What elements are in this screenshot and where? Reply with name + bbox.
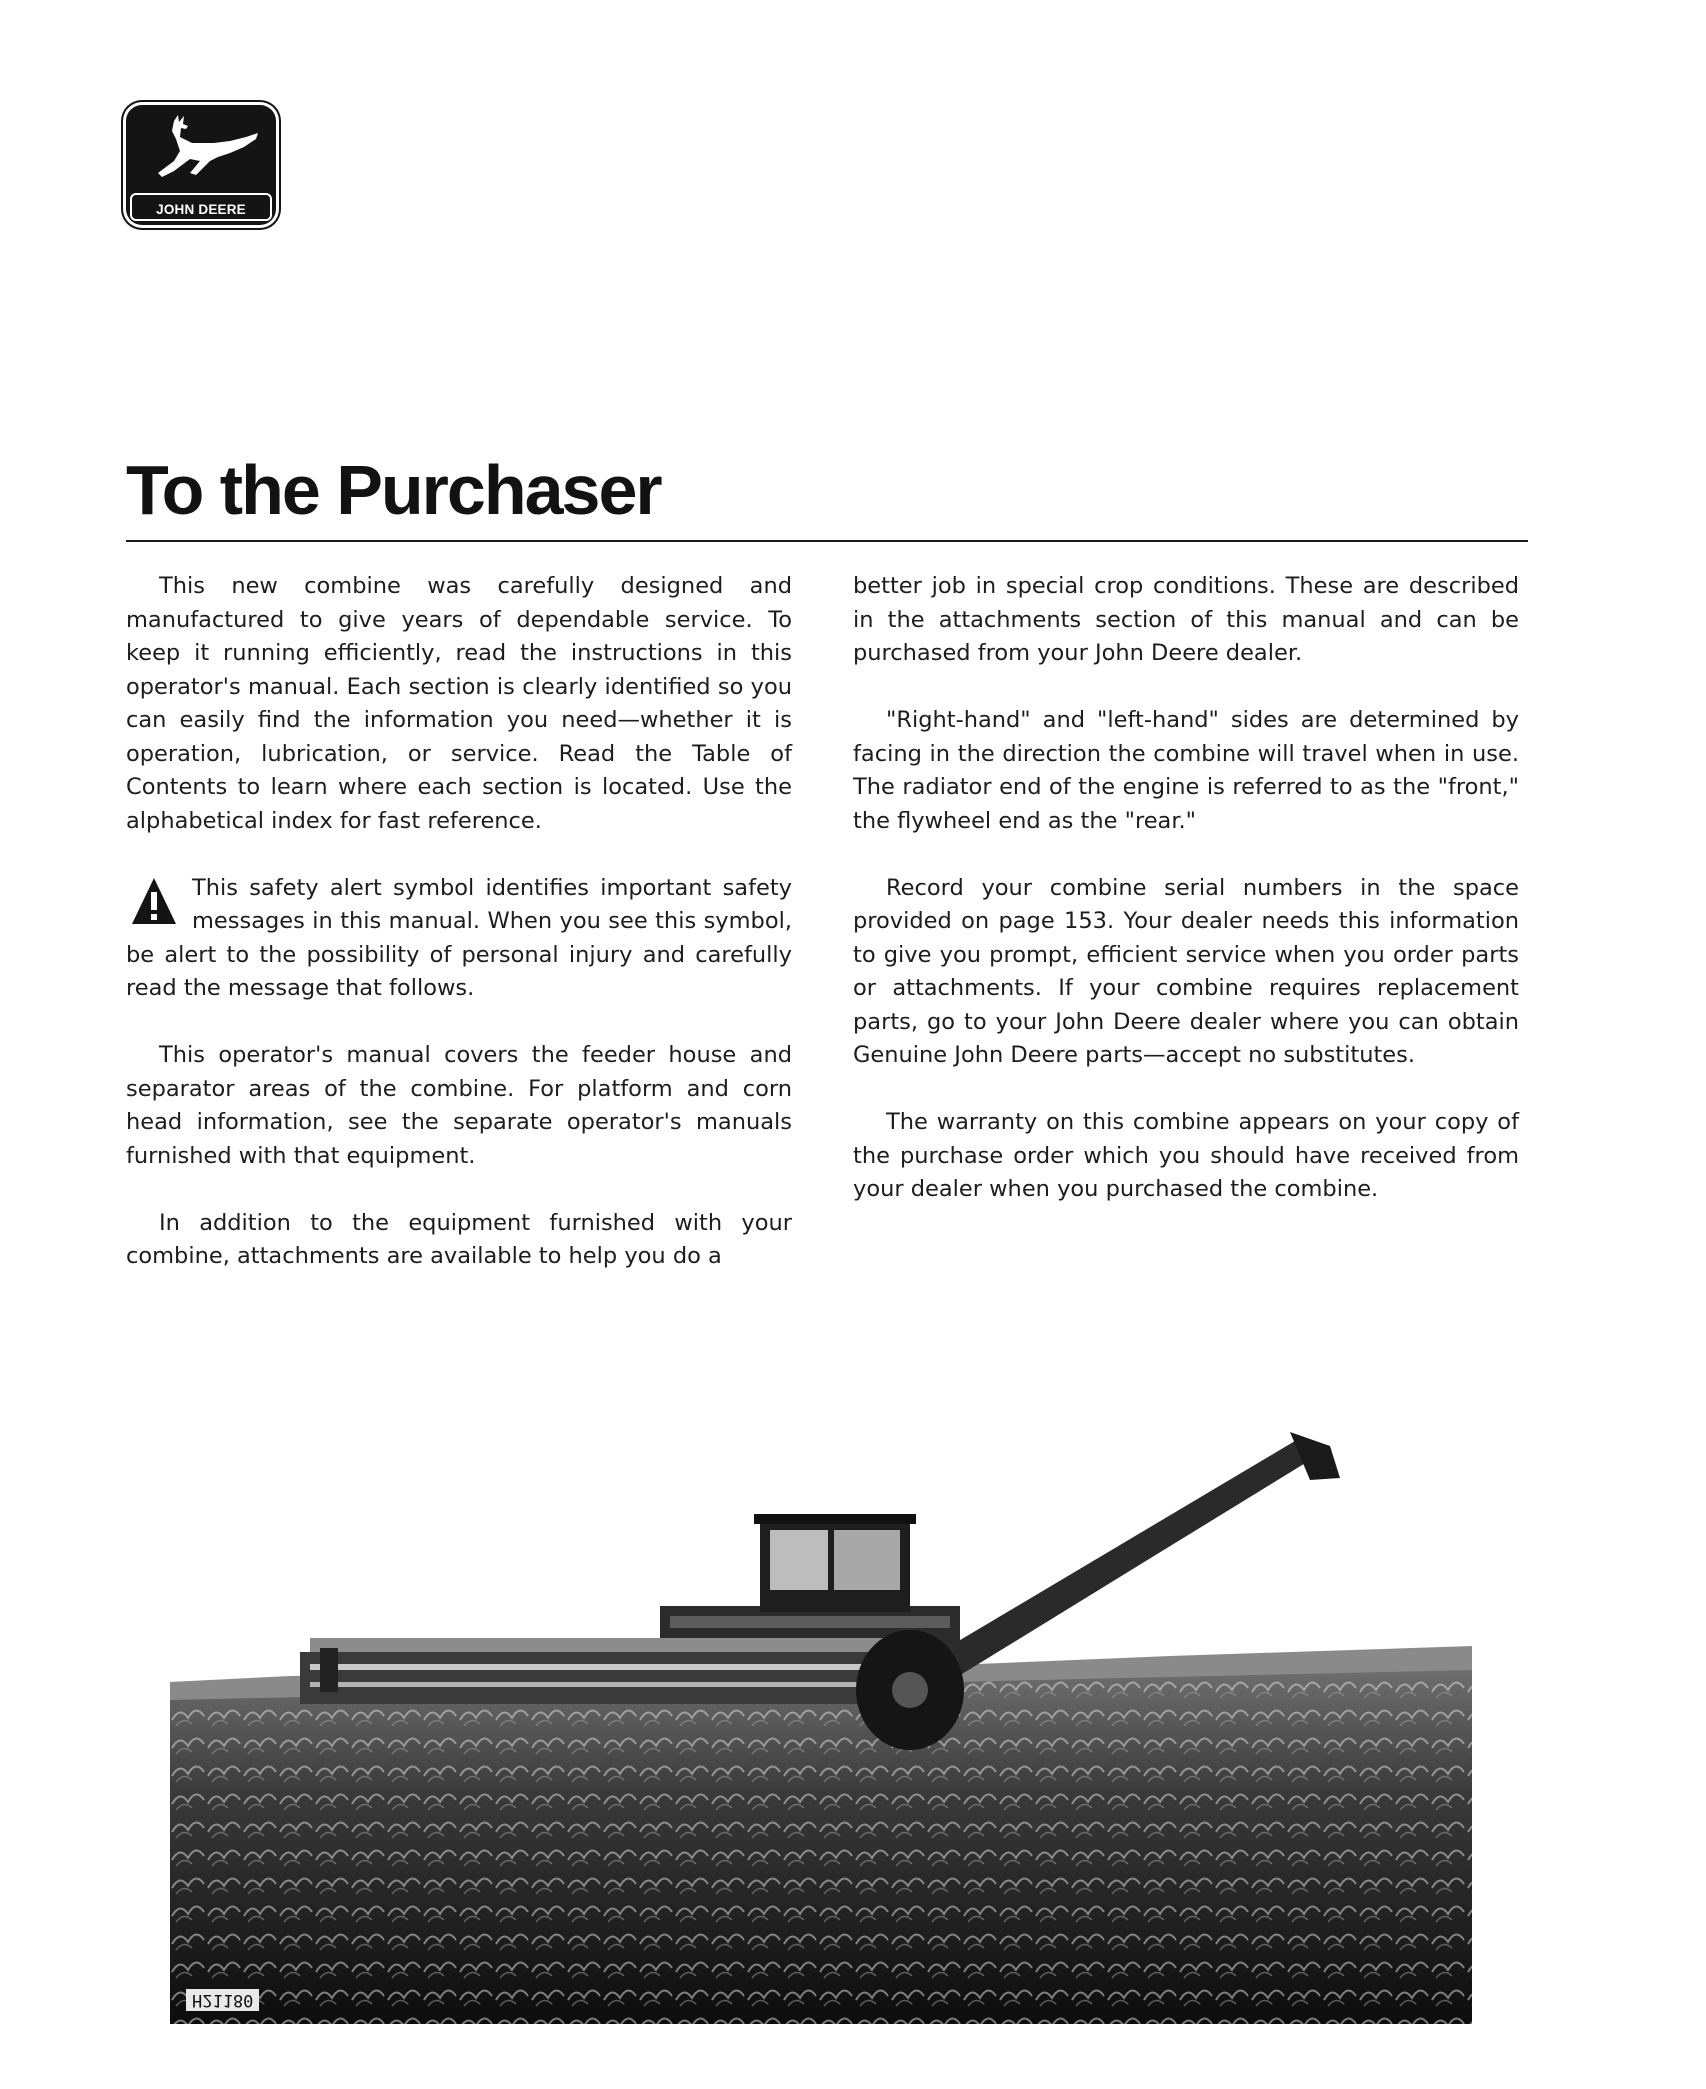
photo-code: H21180 xyxy=(186,1989,259,2011)
john-deere-logo xyxy=(126,105,276,225)
serial-numbers-paragraph: Record your combine serial numbers in the space provided on page 153. Your dealer needs this information to give you prompt, efficient service when you order parts or attachments. If your combine requires replacement parts, go to your John Deere dealer where you can obtain Genuine John Deere parts—accept no substitutes. xyxy=(853,874,1519,1068)
attachments-continued-paragraph: better job in special crop conditions. These are described in the attachments section of this manual and can be purchased from your John Deere dealer. xyxy=(853,573,1519,666)
safety-alert-icon xyxy=(130,876,178,926)
left-column xyxy=(126,570,792,1307)
attachments-paragraph: In addition to the equipment furnished with your combine, attachments are available to help you do a xyxy=(126,1209,792,1269)
sides-paragraph: "Right-hand" and "left-hand" sides are determined by facing in the direction the combine will travel when in use. The radiator end of the engine is referred to as the "front," the flywheel end as the "rear." xyxy=(853,707,1519,834)
combine-harvester-photo xyxy=(170,1420,1472,2024)
safety-alert-text: This safety alert symbol identifies important safety messages in this manual. When you see this symbol, be alert to the possibility of personal injury and carefully read the message that follows. xyxy=(126,874,792,1001)
right-column xyxy=(853,570,1519,1240)
intro-paragraph: This new combine was carefully designed and manufactured to give years of dependable service. To keep it running efficiently, read the instructions in this operator's manual. Each section is clearly identified so you can easily find the information you need—whether it is operation, lubrication, or service. Read the Table of Contents to learn where each section is located. Use the alphabetical index for fast reference. xyxy=(126,573,792,834)
logo-wordmark: JOHN DEERE xyxy=(156,202,246,217)
title-rule xyxy=(126,540,1528,542)
leaping-deer-icon xyxy=(134,113,268,185)
safety-alert-paragraph xyxy=(126,872,792,1006)
page-title: To the Purchaser xyxy=(126,451,661,529)
warranty-paragraph: The warranty on this combine appears on your copy of the purchase order which you should have received from your dealer when you purchased the combine. xyxy=(853,1109,1519,1202)
coverage-paragraph: This operator's manual covers the feeder house and separator areas of the combine. For platform and corn head information, see the separate operator's manuals furnished with that equipment. xyxy=(126,1042,792,1169)
